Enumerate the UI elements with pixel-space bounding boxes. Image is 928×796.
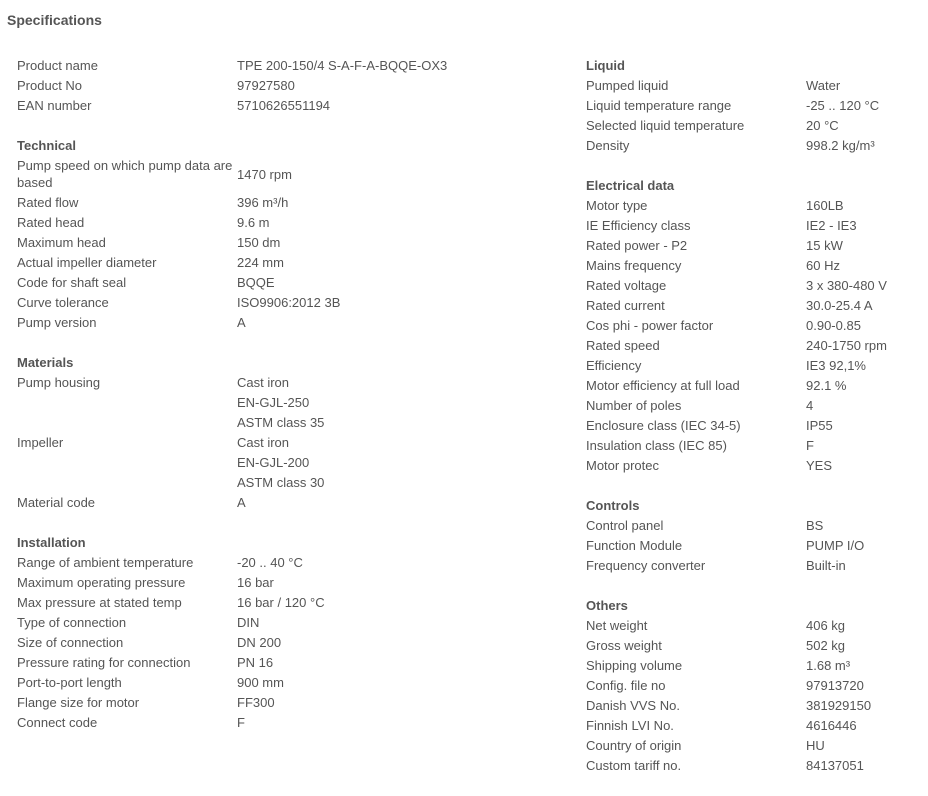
spec-label: Function Module bbox=[586, 538, 683, 553]
spec-label: Pressure rating for connection bbox=[17, 655, 191, 670]
section-controls bbox=[586, 496, 916, 576]
spec-value: TPE 200-150/4 S-A-F-A-BQQE-OX3 bbox=[237, 58, 448, 73]
spec-row-number-of-poles bbox=[586, 396, 916, 416]
spec-row-efficiency bbox=[586, 356, 916, 376]
spec-value: EN-GJL-250 bbox=[237, 395, 310, 410]
spec-row-insulation-class bbox=[586, 436, 916, 456]
spec-value: 30.0-25.4 A bbox=[806, 298, 873, 313]
spec-row-rated-head bbox=[17, 213, 562, 233]
spec-value: 4616446 bbox=[806, 718, 857, 733]
spec-value: BS bbox=[806, 518, 824, 533]
section-heading-installation: Installation bbox=[17, 535, 86, 550]
spec-label: Selected liquid temperature bbox=[586, 118, 745, 133]
spec-value: 20 °C bbox=[806, 118, 839, 133]
spec-label: Pump housing bbox=[17, 375, 101, 390]
section-electrical bbox=[586, 176, 916, 476]
spec-row-mains-frequency bbox=[586, 256, 916, 276]
spec-row-custom-tariff-no bbox=[586, 756, 916, 776]
spec-value: 9.6 m bbox=[237, 215, 270, 230]
spec-value: 97913720 bbox=[806, 678, 864, 693]
spec-value: -20 .. 40 °C bbox=[237, 555, 303, 570]
section-general bbox=[17, 56, 562, 116]
spec-value: 998.2 kg/m³ bbox=[806, 138, 875, 153]
spec-value: DN 200 bbox=[237, 635, 282, 650]
spec-row-ambient-temperature bbox=[17, 553, 562, 573]
spec-value: ASTM class 30 bbox=[237, 475, 325, 490]
spec-row-rated-speed bbox=[586, 336, 916, 356]
spec-label: Rated power - P2 bbox=[586, 238, 688, 253]
spec-row-net-weight bbox=[586, 616, 916, 636]
spec-value: 16 bar / 120 °C bbox=[237, 595, 325, 610]
spec-label: Net weight bbox=[586, 618, 648, 633]
spec-label: Control panel bbox=[586, 518, 664, 533]
spec-value: 1470 rpm bbox=[237, 166, 292, 182]
spec-row-curve-tolerance bbox=[17, 293, 562, 313]
spec-row-material-code bbox=[17, 493, 562, 513]
spec-label: Motor type bbox=[586, 198, 648, 213]
spec-row-shaft-seal-code bbox=[17, 273, 562, 293]
spec-label: Range of ambient temperature bbox=[17, 555, 194, 570]
spec-row-pump-speed bbox=[17, 156, 562, 193]
spec-row-pumped-liquid bbox=[586, 76, 916, 96]
spec-label: Motor protec bbox=[586, 458, 659, 473]
spec-row-motor-protec bbox=[586, 456, 916, 476]
spec-value: IE2 - IE3 bbox=[806, 218, 857, 233]
spec-row-connection-size bbox=[17, 633, 562, 653]
spec-row-rated-voltage bbox=[586, 276, 916, 296]
spec-label: Code for shaft seal bbox=[17, 275, 127, 290]
spec-value: 150 dm bbox=[237, 235, 281, 250]
spec-value: -25 .. 120 °C bbox=[806, 98, 880, 113]
spec-row-pump-housing bbox=[17, 373, 562, 433]
spec-value: Water bbox=[806, 78, 841, 93]
spec-row-connection-type bbox=[17, 613, 562, 633]
spec-label: Size of connection bbox=[17, 635, 124, 650]
spec-value: Cast iron bbox=[237, 375, 290, 390]
spec-label: IE Efficiency class bbox=[586, 218, 691, 233]
section-technical bbox=[17, 136, 562, 333]
spec-value: ASTM class 35 bbox=[237, 415, 325, 430]
spec-value: 0.90-0.85 bbox=[806, 318, 861, 333]
spec-label: Flange size for motor bbox=[17, 695, 140, 710]
spec-label: Finnish LVI No. bbox=[586, 718, 674, 733]
section-materials bbox=[17, 353, 562, 513]
spec-label: Material code bbox=[17, 495, 96, 510]
spec-value: 3 x 380-480 V bbox=[806, 278, 887, 293]
spec-value: 16 bar bbox=[237, 575, 274, 590]
section-heading-others: Others bbox=[586, 598, 628, 613]
spec-value: 1.68 m³ bbox=[806, 658, 851, 673]
spec-label: Maximum operating pressure bbox=[17, 575, 186, 590]
spec-value: YES bbox=[806, 458, 833, 473]
section-heading-technical: Technical bbox=[17, 138, 77, 153]
spec-value: 97927580 bbox=[237, 78, 295, 93]
spec-row-ie-efficiency-class bbox=[586, 216, 916, 236]
spec-value-list bbox=[237, 373, 562, 433]
spec-row-rated-current bbox=[586, 296, 916, 316]
spec-label: Connect code bbox=[17, 715, 98, 730]
spec-row-max-pressure-stated-temp bbox=[17, 593, 562, 613]
spec-label: Danish VVS No. bbox=[586, 698, 680, 713]
spec-value: 502 kg bbox=[806, 638, 846, 653]
left-column bbox=[17, 56, 562, 753]
spec-label: Pump speed on which pump data are based bbox=[17, 158, 233, 190]
spec-value: HU bbox=[806, 738, 825, 753]
spec-row-power-factor bbox=[586, 316, 916, 336]
spec-row-product-no bbox=[17, 76, 562, 96]
spec-label: Rated head bbox=[17, 215, 85, 230]
spec-label: Liquid temperature range bbox=[586, 98, 732, 113]
spec-label: Maximum head bbox=[17, 235, 106, 250]
spec-value: 92.1 % bbox=[806, 378, 847, 393]
spec-label: Efficiency bbox=[586, 358, 642, 373]
spec-row-motor-type bbox=[586, 196, 916, 216]
section-installation bbox=[17, 533, 562, 733]
spec-row-gross-weight bbox=[586, 636, 916, 656]
spec-label: Port-to-port length bbox=[17, 675, 122, 690]
spec-label: Impeller bbox=[17, 435, 64, 450]
spec-value: PUMP I/O bbox=[806, 538, 865, 553]
spec-value: 60 Hz bbox=[806, 258, 840, 273]
spec-label: Shipping volume bbox=[586, 658, 683, 673]
spec-row-port-to-port-length bbox=[17, 673, 562, 693]
spec-label: Pumped liquid bbox=[586, 78, 669, 93]
spec-value: IE3 92,1% bbox=[806, 358, 866, 373]
spec-row-frequency-converter bbox=[586, 556, 916, 576]
spec-label: Curve tolerance bbox=[17, 295, 109, 310]
spec-row-motor-flange-size bbox=[17, 693, 562, 713]
spec-value: 396 m³/h bbox=[237, 195, 289, 210]
spec-row-connection-pressure-rating bbox=[17, 653, 562, 673]
spec-row-enclosure-class bbox=[586, 416, 916, 436]
spec-row-maximum-head bbox=[17, 233, 562, 253]
spec-value: IP55 bbox=[806, 418, 833, 433]
spec-row-control-panel bbox=[586, 516, 916, 536]
section-heading-materials: Materials bbox=[17, 355, 74, 370]
spec-label: Gross weight bbox=[586, 638, 662, 653]
spec-value: 406 kg bbox=[806, 618, 846, 633]
spec-label: Frequency converter bbox=[586, 558, 706, 573]
spec-value: 381929150 bbox=[806, 698, 872, 713]
spec-value: Cast iron bbox=[237, 435, 290, 450]
spec-value: DIN bbox=[237, 615, 260, 630]
spec-row-connect-code bbox=[17, 713, 562, 733]
spec-row-danish-vvs-no bbox=[586, 696, 916, 716]
spec-row-function-module bbox=[586, 536, 916, 556]
spec-label: EAN number bbox=[17, 98, 92, 113]
spec-label: Insulation class (IEC 85) bbox=[586, 438, 727, 453]
spec-value: F bbox=[806, 438, 814, 453]
spec-label: Rated speed bbox=[586, 338, 660, 353]
spec-row-max-operating-pressure bbox=[17, 573, 562, 593]
spec-row-rated-power bbox=[586, 236, 916, 256]
spec-row-pump-version bbox=[17, 313, 562, 333]
spec-value: BQQE bbox=[237, 275, 275, 290]
spec-value: FF300 bbox=[237, 695, 275, 710]
spec-value: EN-GJL-200 bbox=[237, 455, 310, 470]
spec-value-list bbox=[237, 433, 562, 493]
spec-label: Rated flow bbox=[17, 195, 79, 210]
spec-label: Pump version bbox=[17, 315, 97, 330]
spec-label: Cos phi - power factor bbox=[586, 318, 714, 333]
spec-label: Custom tariff no. bbox=[586, 758, 682, 773]
spec-label: Density bbox=[586, 138, 630, 153]
spec-value: Built-in bbox=[806, 558, 846, 573]
section-liquid bbox=[586, 56, 916, 156]
spec-value: PN 16 bbox=[237, 655, 274, 670]
spec-value: 5710626551194 bbox=[237, 98, 331, 113]
spec-row-shipping-volume bbox=[586, 656, 916, 676]
spec-label: Actual impeller diameter bbox=[17, 255, 157, 270]
right-column bbox=[586, 56, 916, 796]
spec-row-liquid-temp-range bbox=[586, 96, 916, 116]
spec-row-impeller-diameter bbox=[17, 253, 562, 273]
spec-value: 84137051 bbox=[806, 758, 864, 773]
spec-value: 4 bbox=[806, 398, 814, 413]
spec-row-ean-number bbox=[17, 96, 562, 116]
spec-value: 900 mm bbox=[237, 675, 284, 690]
spec-label: Max pressure at stated temp bbox=[17, 595, 182, 610]
spec-row-density bbox=[586, 136, 916, 156]
spec-row-impeller bbox=[17, 433, 562, 493]
spec-value: ISO9906:2012 3B bbox=[237, 295, 341, 310]
spec-label: Type of connection bbox=[17, 615, 127, 630]
spec-value: 160LB bbox=[806, 198, 844, 213]
spec-label: Product name bbox=[17, 58, 98, 73]
spec-row-config-file-no bbox=[586, 676, 916, 696]
spec-row-finnish-lvi-no bbox=[586, 716, 916, 736]
spec-label: Enclosure class (IEC 34-5) bbox=[586, 418, 741, 433]
spec-row-country-of-origin bbox=[586, 736, 916, 756]
spec-row-selected-liquid-temp bbox=[586, 116, 916, 136]
spec-value: F bbox=[237, 715, 245, 730]
spec-label: Rated voltage bbox=[586, 278, 667, 293]
spec-label: Product No bbox=[17, 78, 83, 93]
spec-value: A bbox=[237, 495, 246, 510]
spec-label: Motor efficiency at full load bbox=[586, 378, 740, 393]
spec-value: 15 kW bbox=[806, 238, 843, 253]
spec-label: Rated current bbox=[586, 298, 665, 313]
spec-value: A bbox=[237, 315, 246, 330]
spec-value: 224 mm bbox=[237, 255, 284, 270]
spec-value: 240-1750 rpm bbox=[806, 338, 887, 353]
spec-label: Config. file no bbox=[586, 678, 666, 693]
section-others bbox=[586, 596, 916, 776]
spec-label: Country of origin bbox=[586, 738, 682, 753]
section-heading-controls: Controls bbox=[586, 498, 640, 513]
section-heading-electrical: Electrical data bbox=[586, 178, 675, 193]
spec-label: Mains frequency bbox=[586, 258, 682, 273]
spec-row-motor-efficiency-full-load bbox=[586, 376, 916, 396]
spec-row-rated-flow bbox=[17, 193, 562, 213]
spec-label: Number of poles bbox=[586, 398, 682, 413]
spec-row-product-name bbox=[17, 56, 562, 76]
page-title: Specifications bbox=[7, 12, 102, 28]
section-heading-liquid: Liquid bbox=[586, 58, 625, 73]
